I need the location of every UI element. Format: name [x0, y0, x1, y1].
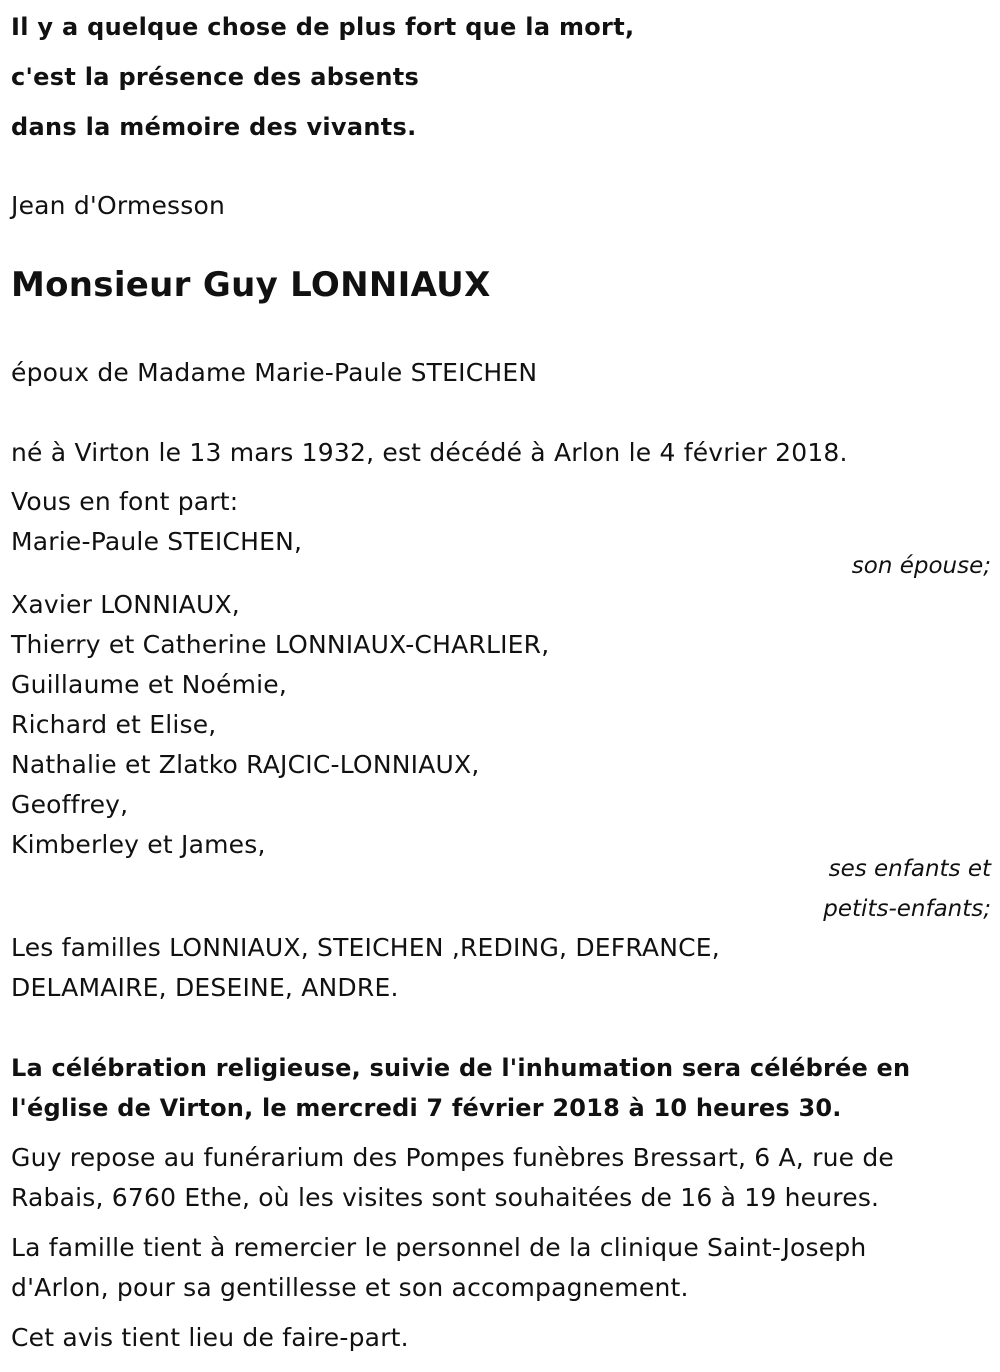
children-role-line-2: petits-enfants; [823, 896, 991, 922]
funerarium-line-2: Rabais, 6760 Ethe, où les visites sont souhaitées de 16 à 19 heures. [11, 1183, 880, 1212]
child-line: Kimberley et James, [11, 830, 266, 859]
birth-death-line: né à Virton le 13 mars 1932, est décédé à Arlon le 4 février 2018. [11, 438, 848, 467]
families-line-1: Les familles LONNIAUX, STEICHEN ,REDING, DEFRANCE, [11, 933, 720, 962]
child-line: Nathalie et Zlatko RAJCIC-LONNIAUX, [11, 750, 480, 779]
spouse-line: époux de Madame Marie-Paule STEICHEN [11, 358, 538, 387]
announcers-intro: Vous en font part: [11, 487, 239, 516]
child-line: Guillaume et Noémie, [11, 670, 288, 699]
quote-line-2: c'est la présence des absents [11, 63, 420, 91]
child-line: Geoffrey, [11, 790, 129, 819]
thanks-line-1: La famille tient à remercier le personnel de la clinique Saint-Joseph [11, 1233, 867, 1262]
families-line-2: DELAMAIRE, DESEINE, ANDRE. [11, 973, 399, 1002]
child-line: Thierry et Catherine LONNIAUX-CHARLIER, [11, 630, 550, 659]
deceased-name: Monsieur Guy LONNIAUX [11, 265, 491, 305]
quote-line-1: Il y a quelque chose de plus fort que la mort, [11, 13, 635, 41]
ceremony-line-2: l'église de Virton, le mercredi 7 février 2018 à 10 heures 30. [11, 1094, 842, 1122]
closing-line: Cet avis tient lieu de faire-part. [11, 1323, 409, 1352]
children-role-line-1: ses enfants et [828, 856, 991, 882]
child-line: Xavier LONNIAUX, [11, 590, 240, 619]
announcer-spouse: Marie-Paule STEICHEN, [11, 527, 303, 556]
thanks-line-2: d'Arlon, pour sa gentillesse et son accompagnement. [11, 1273, 689, 1302]
ceremony-line-1: La célébration religieuse, suivie de l'inhumation sera célébrée en [11, 1054, 911, 1082]
quote-author: Jean d'Ormesson [11, 191, 226, 220]
spouse-role: son épouse; [851, 553, 991, 579]
child-line: Richard et Elise, [11, 710, 217, 739]
quote-line-3: dans la mémoire des vivants. [11, 113, 417, 141]
funerarium-line-1: Guy repose au funérarium des Pompes funèbres Bressart, 6 A, rue de [11, 1143, 894, 1172]
